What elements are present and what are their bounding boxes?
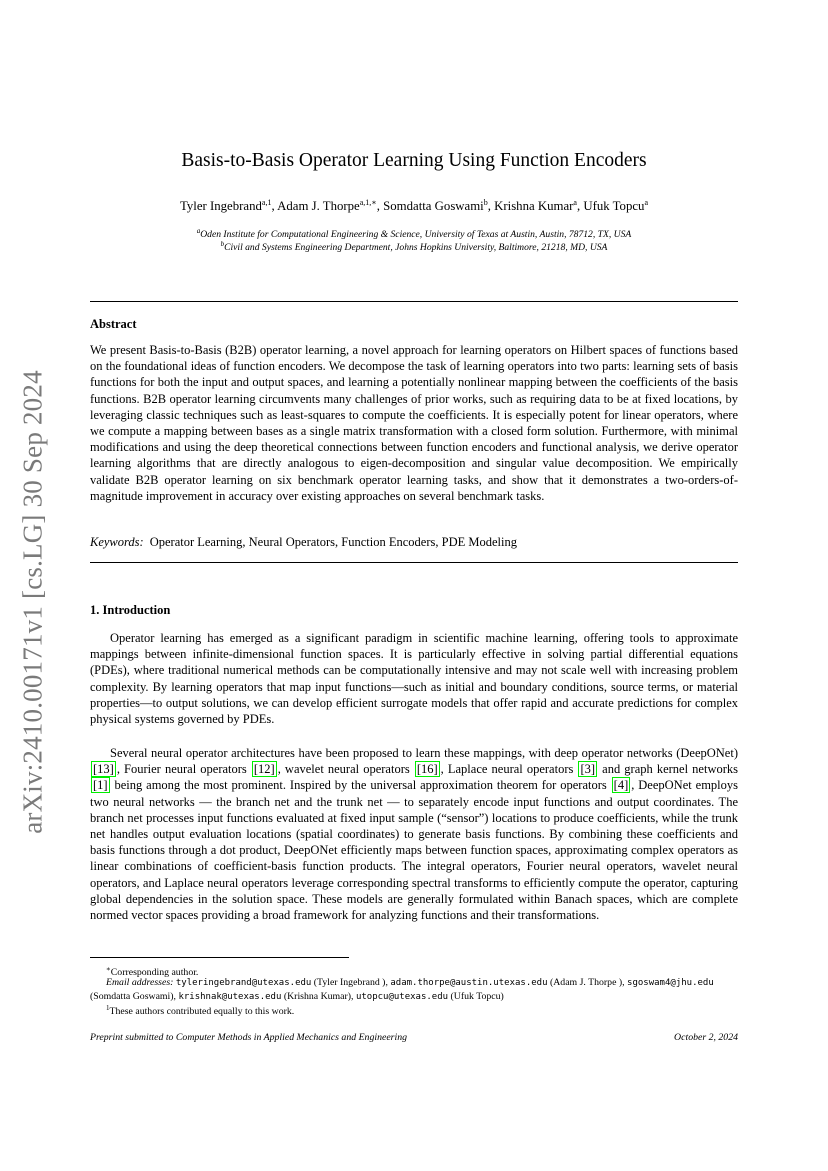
citation-link[interactable]: [16] <box>416 762 438 777</box>
footnote-mark: ∗ <box>106 965 111 973</box>
abstract-heading: Abstract <box>90 317 137 331</box>
citation-link[interactable]: [3] <box>580 762 596 777</box>
author-marks: b <box>483 198 488 207</box>
citation-link[interactable]: [1] <box>93 778 108 793</box>
email-link[interactable]: tyleringebrand@utexas.edu <box>175 978 312 988</box>
paragraph-text: , wavelet neural operators <box>277 762 414 777</box>
arxiv-sidebar-stamp <box>8 352 58 852</box>
email-label: Email addresses: <box>106 977 174 988</box>
paragraph-text: , Fourier neural operators <box>116 762 251 777</box>
paper-title: Basis-to-Basis Operator Learning Using Function Encoders <box>181 150 647 171</box>
email-owner: (Somdatta Goswami), <box>90 991 176 1002</box>
email-owner: (Adam J. Thorpe ), <box>549 977 625 988</box>
keywords-text: Operator Learning, Neural Operators, Function Encoders, PDE Modeling <box>149 535 517 549</box>
author-name: Tyler Ingebrand <box>179 199 262 213</box>
footnote-emails <box>90 976 738 1004</box>
author-name: Krishna Kumar <box>494 199 574 213</box>
author-marks: a <box>644 198 648 207</box>
intro-paragraph-2 <box>90 745 738 923</box>
paragraph-text: and graph kernel networks <box>598 762 738 777</box>
author-marks: a <box>573 198 577 207</box>
keywords <box>90 535 517 550</box>
author-name: Ufuk Topcu <box>583 199 645 213</box>
affiliation-a <box>0 227 828 240</box>
footnote-text: These authors contributed equally to this work. <box>109 1006 295 1017</box>
top-rule <box>90 301 738 302</box>
affiliation-b <box>0 240 828 253</box>
email-link[interactable]: adam.thorpe@austin.utexas.edu <box>390 978 548 988</box>
affiliation-text: Civil and Systems Engineering Department, Johns Hopkins University, Baltimore, 21218, MD, USA <box>224 242 608 253</box>
footer-journal: Preprint submitted to Computer Methods in Applied Mechanics and Engineering <box>90 1032 407 1043</box>
email-owner: (Tyler Ingebrand ), <box>313 977 388 988</box>
paragraph-text: Several neural operator architectures have been proposed to learn these mappings, with deep operator networks (DeepONet) <box>110 746 738 760</box>
citation-link[interactable]: [4] <box>613 778 629 793</box>
author-marks: a,1,∗ <box>359 198 377 207</box>
citation-link[interactable]: [13] <box>93 762 114 777</box>
section-heading-introduction: 1. Introduction <box>90 603 171 617</box>
abstract-text: We present Basis-to-Basis (B2B) operator learning, a novel approach for learning operators on Hilbert spaces of functions based on the foundational ideas of function encoders. We decompose the task of learning operators into two parts: learning sets of basis functions for both the input and output spaces, and learning a potentially nonlinear mapping between the coefficients of the basis functions. B2B operator learning circumvents many challenges of prior works, such as requiring data to be at fixed locations, by leveraging classic techniques such as least-squares to compute the coefficients. It is especially potent for linear operators, where we compute a mapping between bases as a single matrix transformation with a closed form solution. Furthermore, with minimal modifications and using the deep theoretical connections between function encoders and functional analysis, we derive operator learning algorithms that are directly analogous to eigen-decomposition and singular value decomposition. We empirically validate B2B operator learning on six benchmark operator learning tasks, and show that it demonstrates a two-orders-of-magnitude improvement in accuracy over existing approaches on several benchmark tasks. <box>90 343 738 503</box>
affiliation-mark: b <box>220 240 225 248</box>
arxiv-id: arXiv:2410.00171v1 [cs.LG] 30 Sep 2024 <box>17 370 48 834</box>
footer-date: October 2, 2024 <box>674 1032 738 1043</box>
affiliation-text: Oden Institute for Computational Engineering & Science, University of Texas at Austin, Austin, 78712, TX, USA <box>200 229 632 240</box>
paragraph-text: being among the most prominent. Inspired by the universal approximation theorem for operators <box>110 778 611 793</box>
author-list: Tyler Ingebrand$^{a,1}$, Adam J. Thorpe$^{a,1,∗}$, Somdatta Goswami$^b$, Krishna Kumar$^a$, Ufuk Topcu$^a$ <box>179 198 648 213</box>
paragraph-text: , Laplace neural operators <box>440 762 578 777</box>
email-owner: (Ufuk Topcu) <box>450 991 504 1002</box>
citation-link[interactable]: [12] <box>253 762 275 777</box>
email-link[interactable]: sgoswam4@jhu.edu <box>627 978 714 988</box>
email-link[interactable]: krishnak@utexas.edu <box>178 992 282 1002</box>
footnote-mark: 1 <box>106 1004 110 1012</box>
author-name: Adam J. Thorpe <box>277 199 360 213</box>
footnote-equal <box>90 1002 738 1018</box>
intro-paragraph-1: Operator learning has emerged as a significant paradigm in scientific machine learning, offering tools to approximate mappings between infinite-dimensional function spaces. It is particularly effective in solving partial differential equations (PDEs), where traditional numerical methods can be computationally intensive and may not scale well with increasing problem complexity. By learning operators that map input functions—such as initial and boundary conditions, source terms, or material properties—to output solutions, we can develop efficient surrogate models that offer rapid and accurate predictions for complex physical systems governed by PDEs. <box>90 631 738 727</box>
affiliation-mark: a <box>196 227 201 235</box>
footnote-text: Corresponding author. <box>110 967 199 978</box>
bottom-rule <box>90 562 738 563</box>
footnote-rule <box>90 957 349 958</box>
paragraph-text: , DeepONet employs two neural networks — the branch net and the trunk net — to separately encode input functions and output coordinates. The branch net processes input functions evaluated at fixed input sample (“sensor”) locations to produce coefficients, while the trunk net handles output evaluation locations (spatial coordinates) to generate basis functions. By combining these coefficients and basis functions through a dot product, DeepONet efficiently maps between function spaces, approximating complex operators as linear combinations of coefficient-basis function products. The integral operators, Fourier neural operators, wavelet neural operators, and Laplace neural operators leverage corresponding spectral transforms to efficiently compute the operator, capturing global dependencies in the solution space. These models are generally formulated within Banach spaces, which are complete normed vector spaces providing a broad framework for analyzing functions and their transformations. <box>90 778 738 923</box>
email-owner: (Krishna Kumar), <box>283 991 354 1002</box>
keywords-label: Keywords: <box>90 535 144 549</box>
email-link[interactable]: utopcu@utexas.edu <box>355 992 449 1002</box>
author-name: Somdatta Goswami <box>383 199 484 213</box>
author-marks: a,1 <box>261 198 272 207</box>
